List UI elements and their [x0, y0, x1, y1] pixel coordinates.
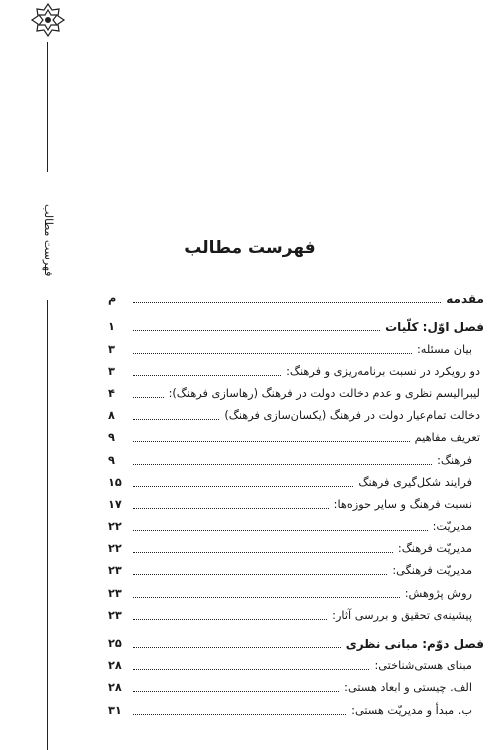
toc-entry-label: دخالت تمام‌عیار دولت در فرهنگ (یکسان‌سازی فرهنگ) — [224, 409, 480, 423]
toc-entry-page: ۱ — [108, 320, 115, 334]
running-head: فهرست مطالب — [42, 203, 55, 277]
dot-leader — [133, 551, 393, 553]
dot-leader — [133, 463, 432, 465]
toc-entry[interactable] — [108, 695, 484, 717]
toc-entry[interactable] — [108, 445, 484, 467]
toc-entry[interactable] — [108, 512, 484, 534]
dot-leader — [133, 573, 387, 575]
toc-entry-page: ۴ — [108, 386, 115, 400]
dot-leader — [133, 374, 281, 376]
toc-entry[interactable] — [108, 556, 484, 578]
toc-entry[interactable] — [108, 629, 484, 651]
toc-entry-label: مقدمه — [446, 292, 484, 307]
toc-entry-label: روش پژوهش: — [404, 586, 472, 600]
toc-entry-label: پیشینه‌ی تحقیق و بررسی آثار: — [332, 608, 472, 622]
toc-entry[interactable] — [108, 601, 484, 623]
toc-entry-label: مدیریّت: — [432, 520, 472, 534]
ornament-icon — [30, 2, 66, 38]
toc-entry[interactable] — [108, 379, 484, 401]
toc-entry-label: مدیریّت فرهنگ: — [397, 542, 472, 556]
toc-entry-page: ۱۵ — [108, 475, 122, 489]
dot-leader — [133, 646, 341, 648]
toc-entry-page: ۳ — [108, 364, 115, 378]
side-rule-bottom — [47, 300, 48, 750]
toc-entry-label: لیبرالیسم نظری و عدم دخالت دولت در فرهنگ (رهاسازی فرهنگ): — [168, 386, 480, 400]
toc-entry-page: ۲۳ — [108, 564, 122, 578]
toc-entry-label: مدیریّت فرهنگی: — [392, 564, 472, 578]
toc-entry-label: فرهنگ: — [437, 453, 472, 467]
dot-leader — [133, 352, 412, 354]
toc-entry-label: نسبت فرهنگ و سایر حوزه‌ها: — [333, 497, 472, 511]
toc-entry-label: فرایند شکل‌گیری فرهنگ — [358, 475, 472, 489]
table-of-contents — [108, 284, 484, 718]
dot-leader — [133, 396, 164, 398]
toc-entry[interactable] — [108, 284, 484, 306]
toc-entry[interactable] — [108, 651, 484, 673]
toc-entry-page: ۸ — [108, 409, 115, 423]
toc-entry-page: ۳۱ — [108, 703, 122, 717]
toc-entry[interactable] — [108, 357, 484, 379]
toc-entry-page: ۲۸ — [108, 681, 122, 695]
toc-entry-label: مبنای هستی‌شناختی: — [374, 659, 472, 673]
toc-entry-page: م — [108, 292, 117, 306]
toc-entry[interactable] — [108, 334, 484, 356]
toc-entry[interactable] — [108, 534, 484, 556]
toc-entry-page: ۲۳ — [108, 586, 122, 600]
toc-entry[interactable] — [108, 401, 484, 423]
toc-entry-label: ب. مبدأ و مدیریّت هستی: — [351, 703, 472, 717]
toc-entry-label: دو رویکرد در نسبت برنامه‌ریزی و فرهنگ: — [286, 364, 480, 378]
toc-entry-page: ۲۲ — [108, 542, 122, 556]
toc-entry[interactable] — [108, 312, 484, 334]
toc-entry[interactable] — [108, 490, 484, 512]
dot-leader — [133, 329, 380, 331]
dot-leader — [133, 618, 327, 620]
toc-entry-label: بیان مسئله: — [416, 342, 472, 356]
dot-leader — [133, 529, 428, 531]
toc-entry-label: فصل دوّم: مبانی نظری — [345, 637, 484, 651]
toc-entry-page: ۲۲ — [108, 520, 122, 534]
toc-entry-page: ۱۷ — [108, 497, 122, 511]
toc-entry-page: ۲۵ — [108, 637, 122, 650]
toc-entry-label: تعریف مفاهیم — [414, 431, 480, 445]
dot-leader — [133, 713, 346, 715]
toc-entry-page: ۹ — [108, 453, 115, 467]
dot-leader — [133, 301, 441, 303]
toc-entry-page: ۹ — [108, 431, 115, 445]
toc-entry[interactable] — [108, 423, 484, 445]
page-title: فهرست مطالب — [184, 238, 316, 258]
dot-leader — [133, 690, 339, 692]
side-rule-top — [47, 42, 48, 172]
toc-entry-page: ۳ — [108, 342, 115, 356]
dot-leader — [133, 668, 369, 670]
dot-leader — [133, 485, 353, 487]
dot-leader — [133, 418, 219, 420]
toc-entry-page: ۲۸ — [108, 659, 122, 673]
dot-leader — [133, 596, 400, 598]
toc-entry-page: ۲۳ — [108, 608, 122, 622]
toc-entry-label: الف. چیستی و ابعاد هستی: — [344, 681, 472, 695]
toc-entry[interactable] — [108, 578, 484, 600]
toc-entry-label: فصل اوّل: کلّیات — [385, 320, 484, 335]
toc-entry[interactable] — [108, 468, 484, 490]
dot-leader — [133, 507, 329, 509]
toc-entry[interactable] — [108, 673, 484, 695]
dot-leader — [133, 440, 410, 442]
